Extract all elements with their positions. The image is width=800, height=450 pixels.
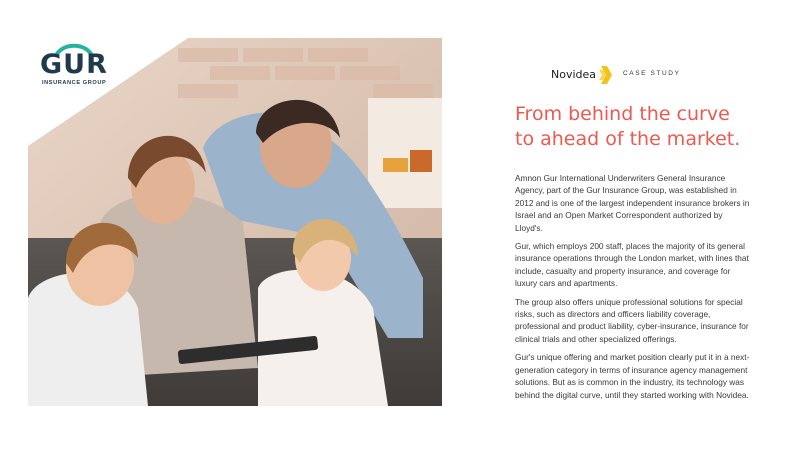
novidea-mark-icon [599,66,613,84]
brand-name: Novidea [551,68,597,81]
body-paragraph: Gur's unique offering and market position clearly put it in a next-generation category in terms of insurance agency management solutions. But as is common in the industry, its technology was behind the digital curve, until they started working with Novidea. [515,352,750,400]
headline-line-2: to ahead of the market. [515,128,741,150]
body-paragraph: Gur, which employs 200 staff, places the majority of its general insurance operations through the London market, with lines that include, casualty and property insurance, and coverage for luxury cars and apartments. [515,241,749,289]
headline-line-1: From behind the curve [515,103,730,125]
gur-logo [40,42,120,94]
page-headline [515,102,785,152]
logo-wordmark: GUR [40,49,108,80]
logo-subtitle: INSURANCE GROUP [42,80,107,86]
body-text [515,172,750,407]
body-paragraph: Amnon Gur International Underwriters General Insurance Agency, part of the Gur Insurance Group, was established in 2012 and is one of the largest independent insurance brokers in Israel and an Open Market Correspondent authorized by Lloyd's. [515,173,750,233]
body-paragraph: The group also offers unique professional solutions for special risks, such as directors and officers liability coverage, professional and product liability, cyber-insurance, insurance for clinical trials and other specialized offerings. [515,296,749,344]
case-study-label: CASE STUDY [623,70,681,77]
